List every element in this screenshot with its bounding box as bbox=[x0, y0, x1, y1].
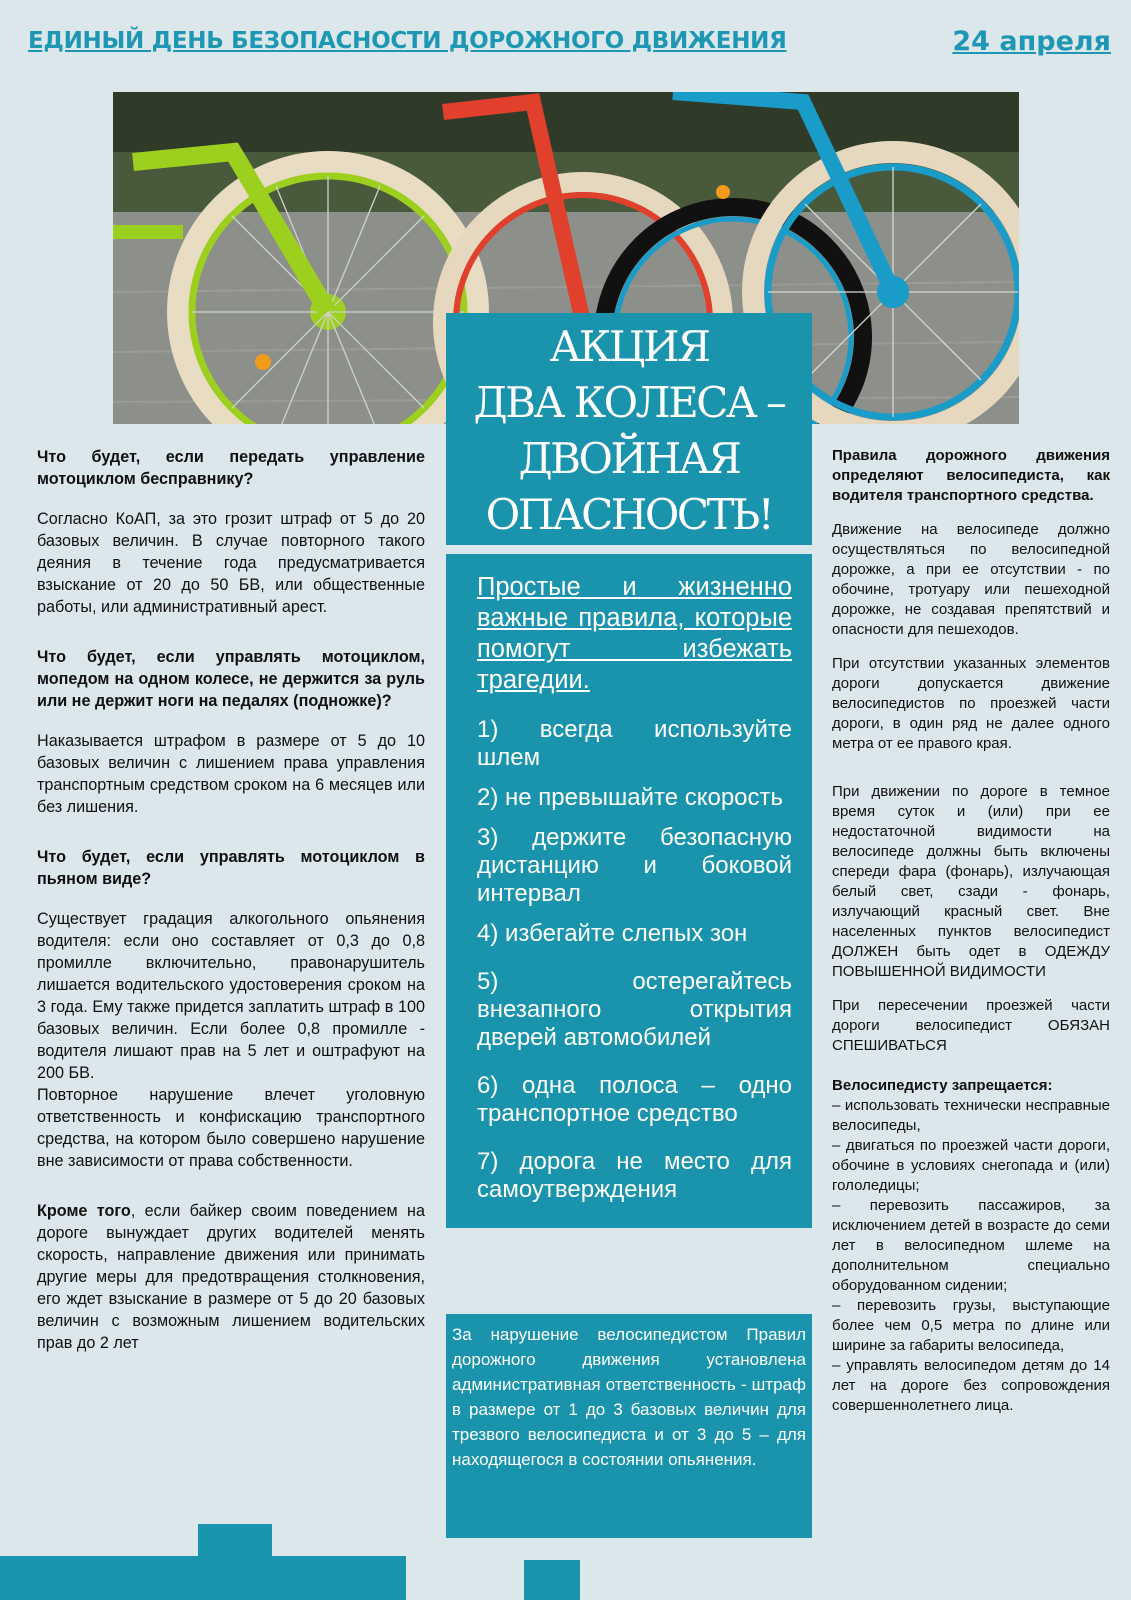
promo-line: ОПАСНОСТЬ! bbox=[485, 490, 773, 539]
section-heading: Правила дорожного движения определяют велосипедиста, как водителя транспортного средства. bbox=[832, 447, 1110, 504]
decor-block bbox=[524, 1560, 580, 1600]
promo-line: ДВА КОЛЕСА – bbox=[473, 378, 785, 427]
rule-item: 4) избегайте слепых зон bbox=[477, 920, 748, 947]
list-item: – управлять велосипедом детям до 14 лет на дороге без сопровождения совершеннолетнего лица. bbox=[832, 1357, 1110, 1414]
paragraph-rest: , если байкер своим поведением на дороге вынуждает других водителей менять скорость, направление движения или принимать другие меры для предотвращения столкновения, его ждет взыскание в размере от 5 до 20 базовых величин с возможным лишением водительских прав до 2 лет bbox=[37, 1202, 425, 1352]
safety-rules-box bbox=[446, 554, 812, 1228]
question-heading: Что будет, если управлять мотоциклом, мопедом на одном колесе, не держится за руль или не держит ноги на педалях (подножке)? bbox=[37, 648, 425, 710]
rule-item: 1) всегда используйте шлем bbox=[477, 716, 792, 771]
decor-block bbox=[198, 1524, 272, 1600]
question-heading: Что будет, если передать управление мотоциклом бесправнику? bbox=[37, 448, 425, 488]
promo-line: АКЦИЯ bbox=[549, 322, 709, 371]
list-item: – двигаться по проезжей части дороги, обочине в условиях снегопада и (или) гололедицы; bbox=[832, 1137, 1110, 1194]
page-title: ЕДИНЫЙ ДЕНЬ БЕЗОПАСНОСТИ ДОРОЖНОГО ДВИЖЕНИЯ bbox=[28, 28, 787, 54]
paragraph: Движение на велосипеде должно осуществляться по велосипедной дорожке, а при ее отсутствии - по обочине, тротуару или пешеходной дорожке, не создавая препятствий и опасности для пешеходов. bbox=[832, 521, 1110, 638]
paragraph: При отсутствии указанных элементов дороги допускается движение велосипедистов по проезжей части дороги, в один ряд не далее одного метра от ее правого края. bbox=[832, 655, 1110, 752]
rule-item: 2) не превышайте скорость bbox=[477, 784, 784, 811]
paragraph: При пересечении проезжей части дороги велосипедист ОБЯЗАН СПЕШИВАТЬСЯ bbox=[832, 997, 1110, 1054]
paragraph: При движении по дороге в темное время суток и (или) при ее недостаточной видимости на велосипеде должны быть включены спереди фара (фонарь), излучающая белый свет, сзади - фонарь, излучающий красный свет. Вне населенных пунктов велосипедист ДОЛЖЕН быть одет в ОДЕЖДУ ПОВЫШЕННОЙ ВИДИМОСТИ bbox=[832, 783, 1110, 980]
list-item: – использовать технически несправные велосипеды, bbox=[832, 1097, 1110, 1134]
list-item: – перевозить грузы, выступающие более чем 0,5 метра по длине или ширине за габариты велосипеда, bbox=[832, 1297, 1110, 1354]
bold-lead: Кроме того bbox=[37, 1202, 131, 1220]
answer-text bbox=[37, 1200, 425, 1354]
answer-text: Наказывается штрафом в размере от 5 до 10 базовых величин с лишением права управления транспортным средством сроком на 6 месяцев или без лишения. bbox=[37, 732, 425, 816]
section-heading: Велосипедисту запрещается: bbox=[832, 1077, 1053, 1094]
rule-item: 5) остерегайтесь внезапного открытия дверей автомобилей bbox=[477, 968, 792, 1051]
answer-text: Согласно КоАП, за это грозит штраф от 5 до 20 базовых величин. В случае повторного такого деяния в течение года предусматривается взыскание от 20 до 50 БВ, или общественные работы, или административный арест. bbox=[37, 510, 425, 616]
list-item: – перевозить пассажиров, за исключением детей в возрасте до семи лет в велосипедном шлеме на дополнительном специально оборудованном сидении; bbox=[832, 1197, 1110, 1294]
rule-item: 7) дорога не место для самоутверждения bbox=[477, 1148, 792, 1203]
event-date: 24 апреля bbox=[952, 26, 1111, 57]
rule-item: 3) держите безопасную дистанцию и боковой интервал bbox=[477, 824, 792, 907]
rule-item: 6) одна полоса – одно транспортное средство bbox=[477, 1072, 792, 1127]
promo-line: ДВОЙНАЯ bbox=[518, 434, 740, 483]
rules-intro: Простые и жизненно важные правила, которые помогут избежать трагедии. bbox=[477, 573, 792, 694]
question-heading: Что будет, если управлять мотоциклом в пьяном виде? bbox=[37, 848, 425, 888]
answer-text: Повторное нарушение влечет уголовную ответственность и конфискацию транспортного средства, на котором было совершено нарушение вне зависимости от права собственности. bbox=[37, 1086, 425, 1170]
left-column bbox=[37, 446, 425, 1372]
answer-text: Существует градация алкогольного опьянения водителя: если оно составляет от 0,3 до 0,8 промилле включительно, правонарушитель лишается водительского удостоверения сроком на 3 года. Ему также придется заплатить штраф в 100 базовых величин. Если более 0,8 промилле - водителя лишают прав на 5 лет и оштрафуют на 200 БВ. bbox=[37, 910, 425, 1082]
promo-title-box bbox=[446, 313, 812, 545]
right-column bbox=[832, 446, 1110, 1416]
fine-box: За нарушение велосипедистом Правил дорожного движения установлена административная ответственность - штраф в размере от 1 до 3 базовых величин для трезвого велосипедиста и от 3 до 5 – для находящегося в состоянии опьянения. bbox=[446, 1314, 812, 1538]
